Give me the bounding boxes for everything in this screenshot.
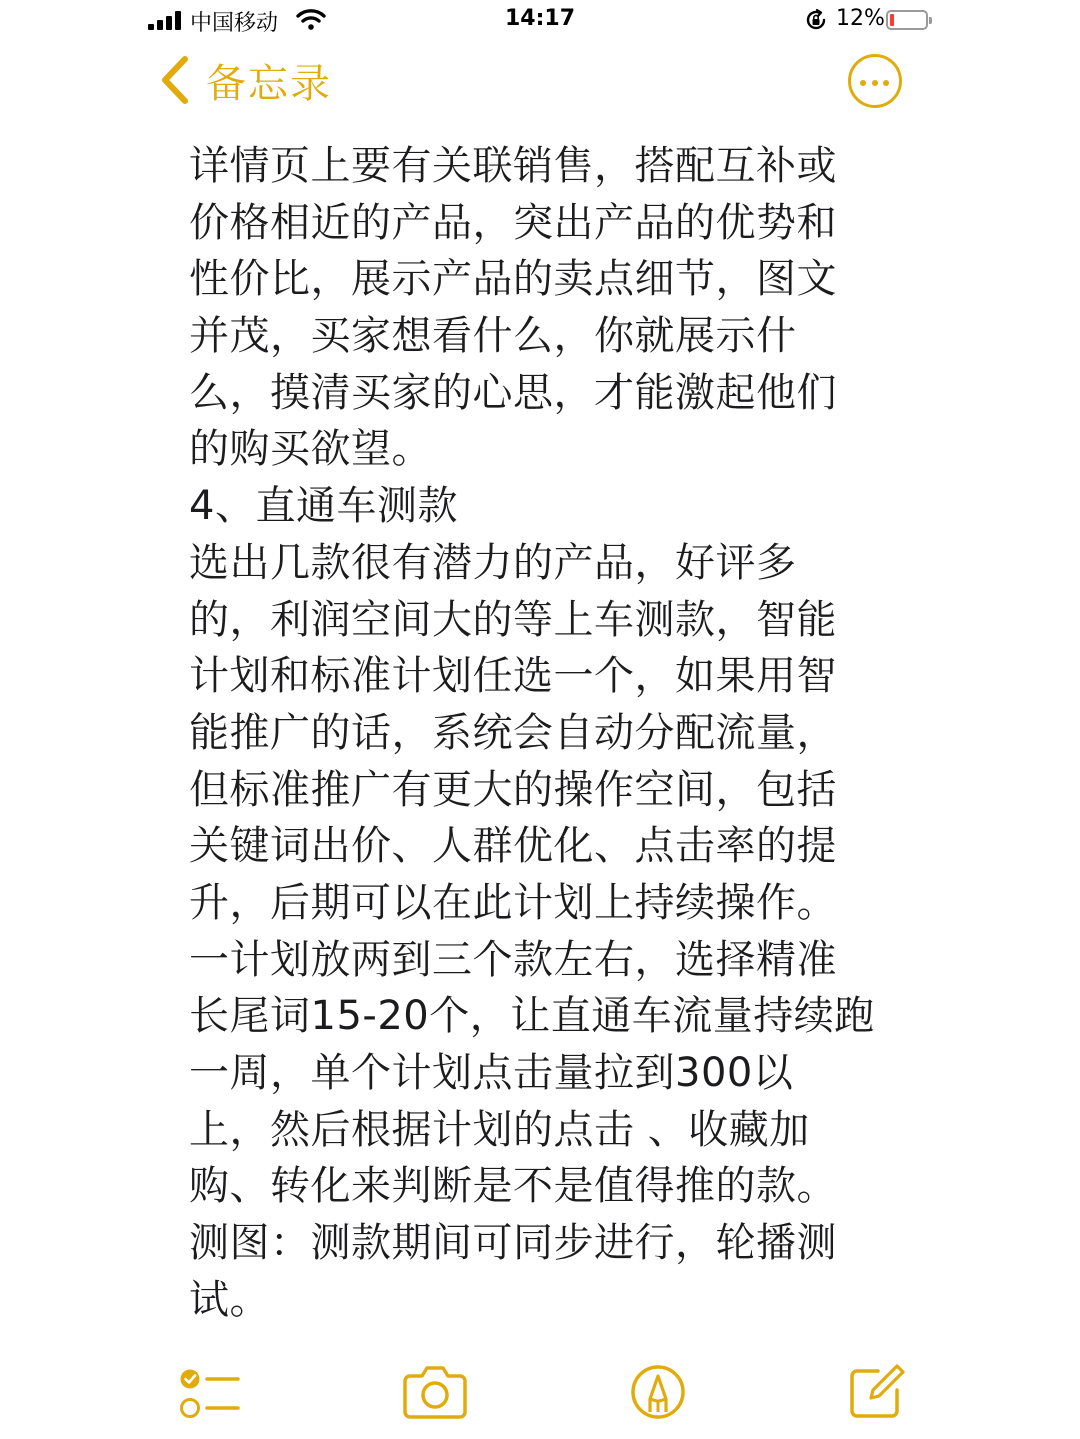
note-line: 么，摸清买家的心思，才能激起他们 <box>189 369 837 416</box>
note-line: 计划和标准计划任选一个，如果用智 <box>189 653 837 700</box>
status-time: 14:17 <box>504 6 576 31</box>
note-line: 上，然后根据计划的点击 、收藏加 <box>189 1106 810 1153</box>
note-line: 的，利润空间大的等上车测款，智能 <box>189 596 837 643</box>
note-line: 性价比，展示产品的卖点细节，图文 <box>189 256 837 303</box>
orientation-lock-icon <box>804 8 828 32</box>
note-body[interactable] <box>189 138 909 1328</box>
markup-pen-icon[interactable] <box>630 1364 686 1420</box>
note-line: 4、直通车测款 <box>189 483 458 530</box>
battery-percent: 12% <box>836 6 885 31</box>
note-line: 一计划放两到三个款左右，选择精准 <box>189 936 837 983</box>
note-line: 详情页上要有关联销售，搭配互补或 <box>189 143 837 189</box>
note-line: 一周，单个计划点击量拉到300以 <box>189 1050 794 1096</box>
note-line: 价格相近的产品，突出产品的优势和 <box>189 199 837 246</box>
note-line: 长尾词15-20个，让直通车流量持续跑 <box>189 993 875 1040</box>
carrier-name: 中国移动 <box>190 11 279 36</box>
note-line: 的购买欲望。 <box>189 426 432 473</box>
note-line: 关键词出价、人群优化、点击率的提 <box>189 823 837 870</box>
checklist-icon[interactable] <box>180 1366 240 1422</box>
note-line: 但标准推广有更大的操作空间，包括 <box>189 766 837 813</box>
status-bar <box>0 0 1080 42</box>
back-button[interactable] <box>158 52 332 108</box>
battery-level <box>890 14 894 26</box>
more-icon[interactable] <box>848 54 902 108</box>
note-line: 试。 <box>189 1276 270 1323</box>
note-line: 并茂，买家想看什么，你就展示什 <box>189 313 797 360</box>
back-label: 备忘录 <box>206 60 332 107</box>
note-line: 测图：测款期间可同步进行，轮播测 <box>189 1220 837 1267</box>
camera-icon[interactable] <box>402 1364 468 1420</box>
note-line: 升，后期可以在此计划上持续操作。 <box>189 879 837 926</box>
compose-icon[interactable] <box>848 1362 906 1420</box>
chevron-left-icon <box>158 55 192 105</box>
battery-icon <box>886 10 928 30</box>
note-line: 能推广的话，系统会自动分配流量， <box>189 709 837 756</box>
note-line: 选出几款很有潜力的产品，好评多 <box>189 539 797 586</box>
note-line: 购、转化来判断是不是值得推的款。 <box>189 1163 837 1210</box>
bottom-toolbar <box>0 1360 1080 1430</box>
